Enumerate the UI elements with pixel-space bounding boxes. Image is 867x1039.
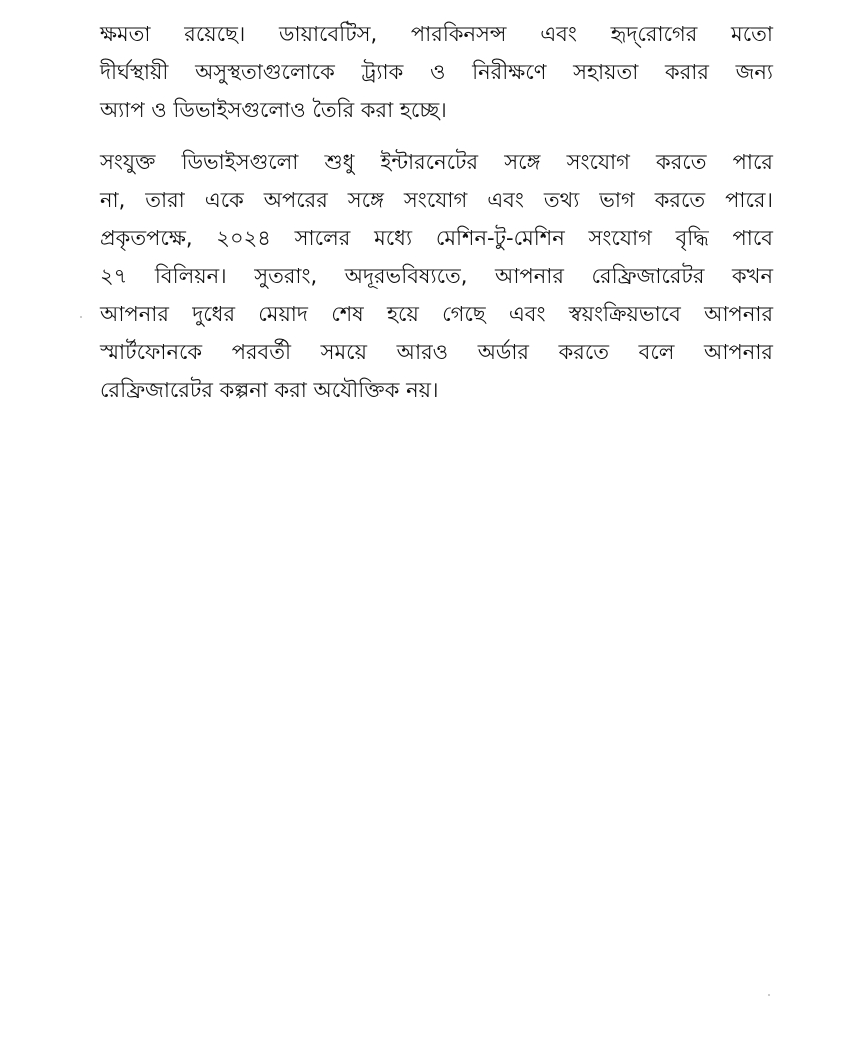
paragraph-1-line: ক্ষমতা রয়েছে। ডায়াবেটিস, পারকিনসন্স এবং হৃদ্‌রোগের মতো xyxy=(100,22,773,46)
paragraph-1 xyxy=(100,15,773,129)
paragraph-2-line: রেফ্রিজারেটর কল্পনা করা অযৌক্তিক নয়। xyxy=(100,378,439,402)
paragraph-2-line: না, তারা একে অপরের সঙ্গে সংযোগ এবং তথ্য ভাগ করতে পারে। xyxy=(100,188,773,212)
paragraph-1-line: দীর্ঘস্থায়ী অসুস্থতাগুলোকে ট্র্যাক ও নিরীক্ষণে সহায়তা করার জন্য xyxy=(100,60,773,84)
scan-speck xyxy=(768,994,770,996)
paragraph-2-line: ২৭ বিলিয়ন। সুতরাং, অদূরভবিষ্যতে, আপনার রেফ্রিজারেটর কখন xyxy=(100,264,773,288)
paragraph-2-line: আপনার দুধের মেয়াদ শেষ হয়ে গেছে এবং স্বয়ংক্রিয়ভাবে আপনার xyxy=(100,302,773,326)
paragraph-2-line: সংযুক্ত ডিভাইসগুলো শুধু ইন্টারনেটের সঙ্গে সংযোগ করতে পারে xyxy=(100,150,773,174)
paragraph-2-line: প্রকৃতপক্ষে, ২০২৪ সালের মধ্যে মেশিন-টু-মেশিন সংযোগ বৃদ্ধি পাবে xyxy=(100,226,773,250)
paragraph-2-line: স্মার্টফোনকে পরবর্তী সময়ে আরও অর্ডার করতে বলে আপনার xyxy=(100,340,773,364)
scan-speck xyxy=(80,316,82,318)
paragraph-2 xyxy=(100,143,773,409)
paragraph-1-line: অ্যাপ ও ডিভাইসগুলোও তৈরি করা হচ্ছে। xyxy=(100,98,447,122)
